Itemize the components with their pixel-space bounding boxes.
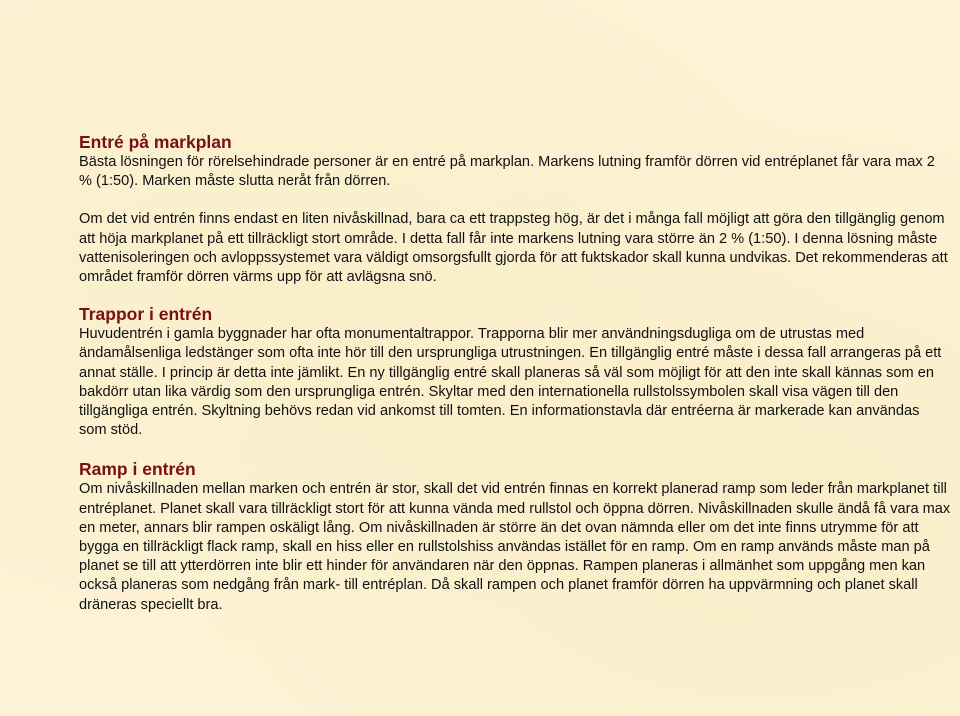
section-spacer: [79, 440, 951, 458]
document-page: [79, 131, 951, 615]
section-paragraph: Huvudentrén i gamla byggnader har ofta monumentaltrappor. Trapporna blir mer användningsdugliga om de utrustas med ändamålsenliga ledstänger som ofta inte hör till den ursprungliga utrustningen. En tillgänglig entré måste i dessa fall arrangeras på ett annat ställe. I princip är detta inte jämlikt. En ny tillgänglig entré skall planeras så väl som möjligt för att den inte skall kännas som en bakdörr utan lika värdig som den ursprungliga entrén. Skyltar med den internationella rullstolssymbolen skall visa vägen till den tillgängliga entrén. Skyltning behövs redan vid ankomst till tomten. En informationstavla där entréerna är markerade kan användas som stöd.: [79, 326, 942, 439]
paragraph-spacer: [79, 191, 951, 210]
section-heading-trappor-i-entren: Trappor i entrén: [79, 304, 213, 325]
section-paragraph: Om nivåskillnaden mellan marken och entrén är stor, skall det vid entrén finnas en korrekt planerad ramp som leder från markplanet till entréplanet. Planet skall vara tillräckligt stort för att kunna vända med rullstol och öppna dörren. Nivåskillnaden skulle ändå få vara max en meter, annars blir rampen oskäligt lång. Om nivåskillnaden är större än det ovan nämnda eller om det inte finns utrymme för att bygga en tillräckligt flack ramp, skall en hiss eller en rullstolshiss användas istället för en ramp. Om en ramp används måste man på planet se till att ytterdörren inte blir ett hinder för användaren när den öppnas. Rampen planeras i allmänhet som uppgång men kan också planeras som nedgång från mark- till entréplan. Då skall rampen och planet framför dörren ha uppvärmning och planet skall dräneras speciellt bra.: [79, 481, 951, 613]
section-paragraph: Bästa lösningen för rörelsehindrade personer är en entré på markplan. Markens lutning framför dörren vid entréplanet får vara max 2 % (1:50). Marken måste slutta neråt från dörren.: [79, 154, 935, 190]
section-heading-ramp-i-entren: Ramp i entrén: [79, 459, 196, 480]
section-heading-entre-pa-markplan: Entré på markplan: [79, 132, 232, 152]
section-paragraph: Om det vid entrén finns endast en liten nivåskillnad, bara ca ett trappsteg hög, är det i många fall möjligt att göra den tillgänglig genom att höja markplanet på ett tillräckligt stort område. I detta fall får inte markens lutning vara större än 2 % (1:50). I denna lösning måste vattenisoleringen och avloppssystemet vara väldigt omsorgsfullt gjorda för att fuktskador skall kunna undvikas. Det rekommenderas att området framför dörren värms upp för att avlägsna snö.: [79, 211, 948, 286]
section-spacer: [79, 287, 951, 303]
